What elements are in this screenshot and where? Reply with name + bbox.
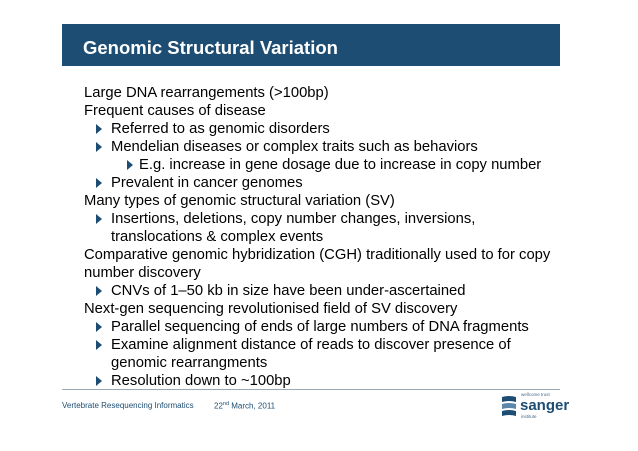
sanger-logo xyxy=(500,392,570,422)
bullet-text: CNVs of 1–50 kb in size have been under-ascertained xyxy=(111,283,466,299)
bullet-text: Large DNA rearrangements (>100bp) xyxy=(84,85,329,101)
logo-main-text: sanger xyxy=(520,397,570,414)
arrow-bullet-icon xyxy=(96,286,102,296)
arrow-bullet-icon xyxy=(96,322,102,332)
arrow-bullet-icon xyxy=(96,178,102,188)
bullet-continuation: translocations & complex events xyxy=(111,229,324,245)
sub-bullet-item xyxy=(84,336,554,372)
bullet-item xyxy=(84,192,554,210)
sub-bullet-item xyxy=(84,372,554,390)
bullet-list xyxy=(84,84,554,390)
bullet-text: Parallel sequencing of ends of large numbers of DNA fragments xyxy=(111,319,529,335)
sub-bullet-item xyxy=(84,210,554,246)
bullet-text: Comparative genomic hybridization (CGH) traditionally used to for copy xyxy=(84,247,551,263)
slide-title: Genomic Structural Variation xyxy=(83,37,338,58)
footer-org: Vertebrate Resequencing Informatics xyxy=(62,401,194,410)
sanger-logo-icon xyxy=(500,395,518,417)
bullet-item xyxy=(84,246,554,282)
footer-date xyxy=(214,401,275,411)
arrow-bullet-icon xyxy=(96,340,102,350)
sub-bullet-item xyxy=(84,120,554,138)
bullet-text: Prevalent in cancer genomes xyxy=(111,175,303,191)
date-suffix: nd xyxy=(222,401,230,407)
arrow-bullet-icon xyxy=(96,376,102,386)
bullet-continuation: number discovery xyxy=(84,265,201,281)
sub-bullet-item xyxy=(84,174,554,192)
arrow-bullet-icon xyxy=(96,142,102,152)
bullet-text: E.g. increase in gene dosage due to increase in copy number xyxy=(139,157,542,173)
bullet-text: Many types of genomic structural variation (SV) xyxy=(84,193,395,209)
date-rest: March, 2011 xyxy=(229,401,276,411)
bullet-text: Next-gen sequencing revolutionised field of SV discovery xyxy=(84,301,458,317)
bullet-text: Examine alignment distance of reads to discover presence of xyxy=(111,337,511,353)
bullet-text: Mendelian diseases or complex traits such as behaviors xyxy=(111,139,478,155)
bullet-continuation: genomic rearrangments xyxy=(111,355,268,371)
bullet-text: Referred to as genomic disorders xyxy=(111,121,330,137)
sub-sub-bullet-item xyxy=(84,156,554,174)
title-bar xyxy=(62,24,560,66)
bullet-text: Resolution down to ~100bp xyxy=(111,373,291,389)
arrow-bullet-icon xyxy=(96,214,102,224)
sub-bullet-item xyxy=(84,138,554,156)
bullet-item xyxy=(84,300,554,318)
logo-small-text: wellcome trust xyxy=(521,392,550,397)
sub-bullet-item xyxy=(84,282,554,300)
bullet-text: Frequent causes of disease xyxy=(84,103,266,119)
bullet-item xyxy=(84,84,554,102)
bullet-item xyxy=(84,102,554,120)
logo-sub-text: institute xyxy=(521,414,537,419)
sub-bullet-item xyxy=(84,318,554,336)
arrow-bullet-icon xyxy=(127,160,133,170)
footer-divider xyxy=(62,389,560,390)
date-day: 22 xyxy=(214,401,223,411)
bullet-text: Insertions, deletions, copy number changes, inversions, xyxy=(111,211,476,227)
arrow-bullet-icon xyxy=(96,124,102,134)
